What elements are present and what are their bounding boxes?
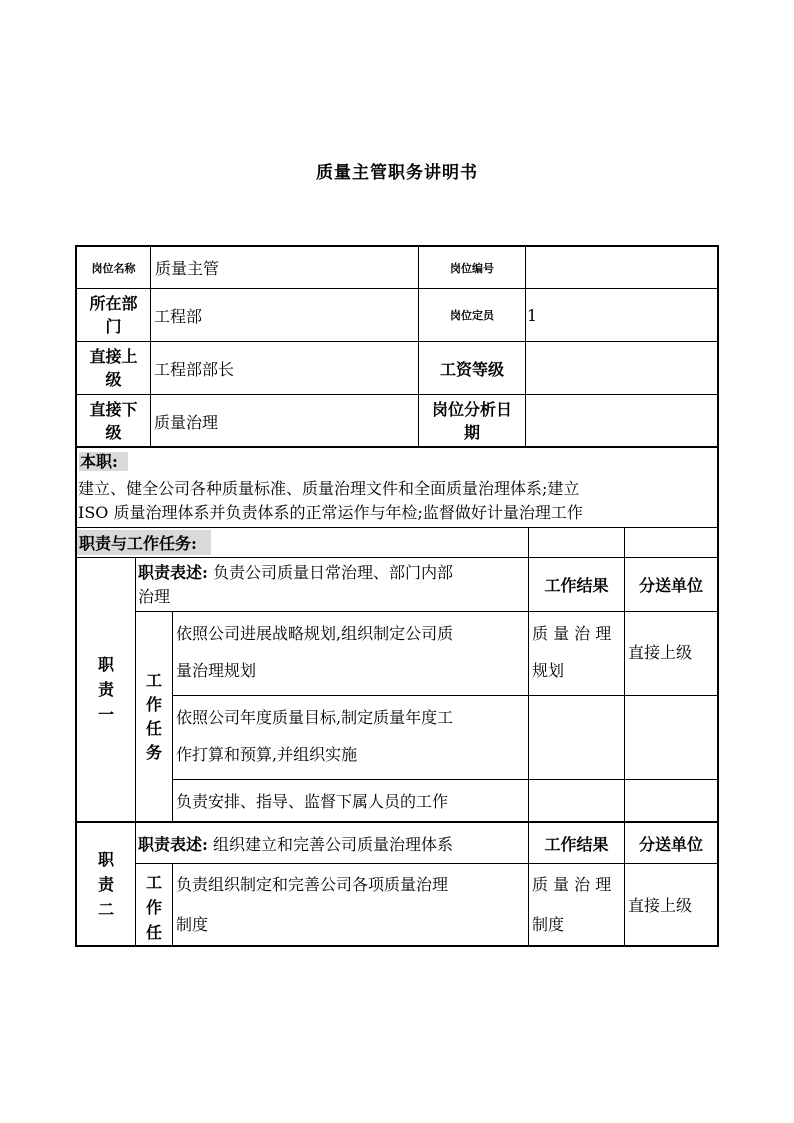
task-label-char: 工 bbox=[145, 873, 162, 892]
duty1-label-char: 职 bbox=[97, 655, 114, 674]
task-label-char: 务 bbox=[145, 742, 162, 762]
duty1-task-2-result bbox=[532, 696, 624, 779]
duty1-task-3 bbox=[176, 780, 528, 821]
headcount-label: 岗位定员 bbox=[450, 309, 494, 322]
subordinate-label-line1: 直接下 bbox=[89, 400, 138, 419]
duty1-label-char: 责 bbox=[97, 680, 114, 699]
duty1-dist-header: 分送单位 bbox=[638, 576, 703, 595]
subordinate-label bbox=[77, 395, 150, 447]
duty1-task-label bbox=[136, 612, 172, 821]
result-line1: 质 量 治 理 bbox=[532, 875, 612, 894]
result-line2: 规划 bbox=[532, 661, 565, 680]
duty1-description bbox=[138, 558, 528, 611]
superior-label bbox=[77, 342, 150, 394]
dept-label bbox=[77, 289, 150, 341]
analysis-date-value bbox=[528, 395, 714, 447]
duty1-desc-line1: 负责公司质量日常治理、部门内部 bbox=[213, 563, 454, 582]
post-name-label: 岗位名称 bbox=[91, 261, 136, 275]
duty2-desc-line1: 组织建立和完善公司质量治理体系 bbox=[213, 834, 454, 854]
duty1-label bbox=[77, 558, 135, 821]
salary-value bbox=[528, 342, 714, 394]
task-label-char: 作 bbox=[145, 694, 162, 714]
duty2-task-1-dist: 直接上级 bbox=[628, 896, 693, 915]
duty1-task-2-dist bbox=[628, 696, 717, 779]
post-no-value bbox=[528, 247, 714, 288]
duty1-task-1 bbox=[176, 612, 528, 695]
responsibilities-header bbox=[77, 528, 528, 557]
result-line1: 质 量 治 理 bbox=[532, 624, 612, 643]
task-label-char: 工 bbox=[145, 670, 162, 690]
responsibilities-header-text: 职责与工作任务: bbox=[77, 530, 211, 555]
duty1-task-1-dist: 直接上级 bbox=[628, 643, 693, 662]
task-line2: 制度 bbox=[176, 915, 209, 934]
duty2-task-1-result bbox=[532, 864, 624, 945]
duty1-task-1-result bbox=[532, 612, 624, 695]
result-line2: 制度 bbox=[532, 915, 565, 934]
duty1-label-char: 一 bbox=[97, 705, 114, 724]
post-no-label: 岗位编号 bbox=[450, 261, 494, 275]
duty1-task-2 bbox=[176, 696, 528, 779]
duty1-result-header: 工作结果 bbox=[544, 576, 609, 595]
task-line2: 作打算和预算,并组织实施 bbox=[176, 745, 358, 764]
duty2-desc-label: 职责表述: bbox=[138, 834, 208, 854]
col-divider bbox=[172, 863, 173, 947]
superior-label-line1: 直接上 bbox=[89, 347, 138, 366]
duty-summary bbox=[77, 448, 717, 527]
duty2-label bbox=[77, 823, 135, 945]
table-border-right bbox=[717, 245, 719, 947]
task-label-char: 任 bbox=[145, 718, 162, 738]
task-line1: 负责组织制定和完善公司各项质量治理 bbox=[176, 875, 449, 894]
task-label-char: 任 bbox=[145, 923, 162, 942]
task-line1: 负责安排、指导、监督下属人员的工作 bbox=[176, 792, 449, 811]
headcount-value: 1 bbox=[527, 305, 538, 325]
dept-label-line1: 所在部 bbox=[89, 294, 138, 313]
analysis-date-label bbox=[419, 395, 525, 447]
col-divider bbox=[150, 245, 151, 448]
subordinate-value: 质量治理 bbox=[154, 412, 219, 432]
task-line2: 量治理规划 bbox=[176, 661, 257, 680]
duty-summary-line2: ISO 质量治理体系并负责体系的正常运作与年检;监督做好计量治理工作 bbox=[78, 503, 583, 522]
subordinate-label-line2: 级 bbox=[105, 423, 122, 442]
col-divider bbox=[172, 611, 173, 821]
duty2-description bbox=[138, 823, 528, 863]
duty2-task-1 bbox=[176, 864, 528, 945]
duty1-desc-line2: 治理 bbox=[138, 587, 171, 606]
analysis-date-label-line1: 岗位分析日 bbox=[431, 400, 512, 419]
document-title: 质量主管职务讲明书 bbox=[316, 163, 478, 183]
duty2-label-char: 职 bbox=[97, 849, 114, 869]
duty2-result-header: 工作结果 bbox=[544, 834, 609, 854]
duty2-task-label bbox=[136, 864, 172, 945]
duty1-task-3-dist bbox=[628, 780, 717, 821]
duty1-desc-label: 职责表述: bbox=[138, 563, 208, 582]
duty2-label-char: 责 bbox=[97, 874, 114, 894]
duty1-task-3-result bbox=[532, 780, 624, 821]
task-line1: 依照公司年度质量目标,制定质量年度工 bbox=[176, 708, 454, 727]
duty2-dist-header: 分送单位 bbox=[638, 834, 703, 854]
duty2-label-char: 二 bbox=[97, 899, 114, 919]
post-name-value: 质量主管 bbox=[155, 259, 220, 278]
task-line1: 依照公司进展战略规划,组织制定公司质 bbox=[176, 624, 454, 643]
task-label-char: 作 bbox=[145, 898, 162, 917]
duty-summary-line1: 建立、健全公司各种质量标准、质量治理文件和全面质量治理体系;建立 bbox=[78, 479, 580, 498]
superior-value: 工程部部长 bbox=[154, 359, 235, 379]
superior-label-line2: 级 bbox=[105, 370, 122, 389]
duty-summary-label: 本职: bbox=[79, 452, 128, 471]
salary-label: 工资等级 bbox=[439, 359, 504, 379]
dept-value: 工程部 bbox=[154, 306, 203, 326]
analysis-date-label-line2: 期 bbox=[463, 423, 480, 442]
col-divider bbox=[525, 245, 526, 448]
dept-label-line2: 门 bbox=[105, 317, 122, 336]
